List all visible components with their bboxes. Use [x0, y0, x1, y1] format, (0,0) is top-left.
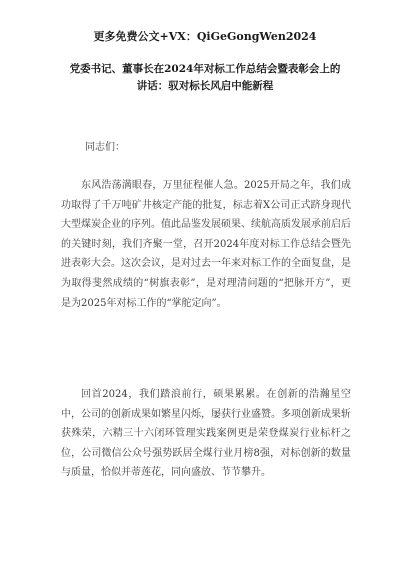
page-header: 更多免费公文+VX：QiGeGongWen2024: [93, 30, 317, 43]
salutation: 同志们：: [85, 142, 125, 153]
paragraph-2: 回首2024，我们踏浪前行，硕果累累。在创新的浩瀚星空中，公司的创新成果如繁星闪烁，屡获行业盛赞。多项创新成果斩获殊荣，六精三十六闭环管理实践案例更是荣登煤炭行业标杆之位，公司微信公众号强势跃居全煤行业月榜8强，对标创新的数量与质量，恰似并蒂莲花，同向盛放、节节攀升。: [61, 389, 351, 479]
paragraph-1: 东风浩荡满眼春，万里征程催人急。2025开局之年，我们成功取得了千万吨矿井核定产能的批复，标志着X公司正式跻身现代大型煤炭企业的序列。值此品鉴发展硕果、续航高质发展承前启后的关键时刻，我们齐聚一堂，召开2024年度对标工作总结会暨先进表彰大会。这次会议，是对过去一年来对标工作的全面复盘，是为取得斐然成绩的“树旗表彰”，是对理清问题的“把脉开方”，更是为2025年对标工作的“掌舵定向”。: [61, 180, 351, 309]
title-line-1: 党委书记、董事长在2024年对标工作总结会暨表彰会上的: [69, 63, 341, 75]
document-title: [40, 61, 370, 95]
title-line-2: 讲话：驭对标长风启中能新程: [136, 80, 274, 92]
